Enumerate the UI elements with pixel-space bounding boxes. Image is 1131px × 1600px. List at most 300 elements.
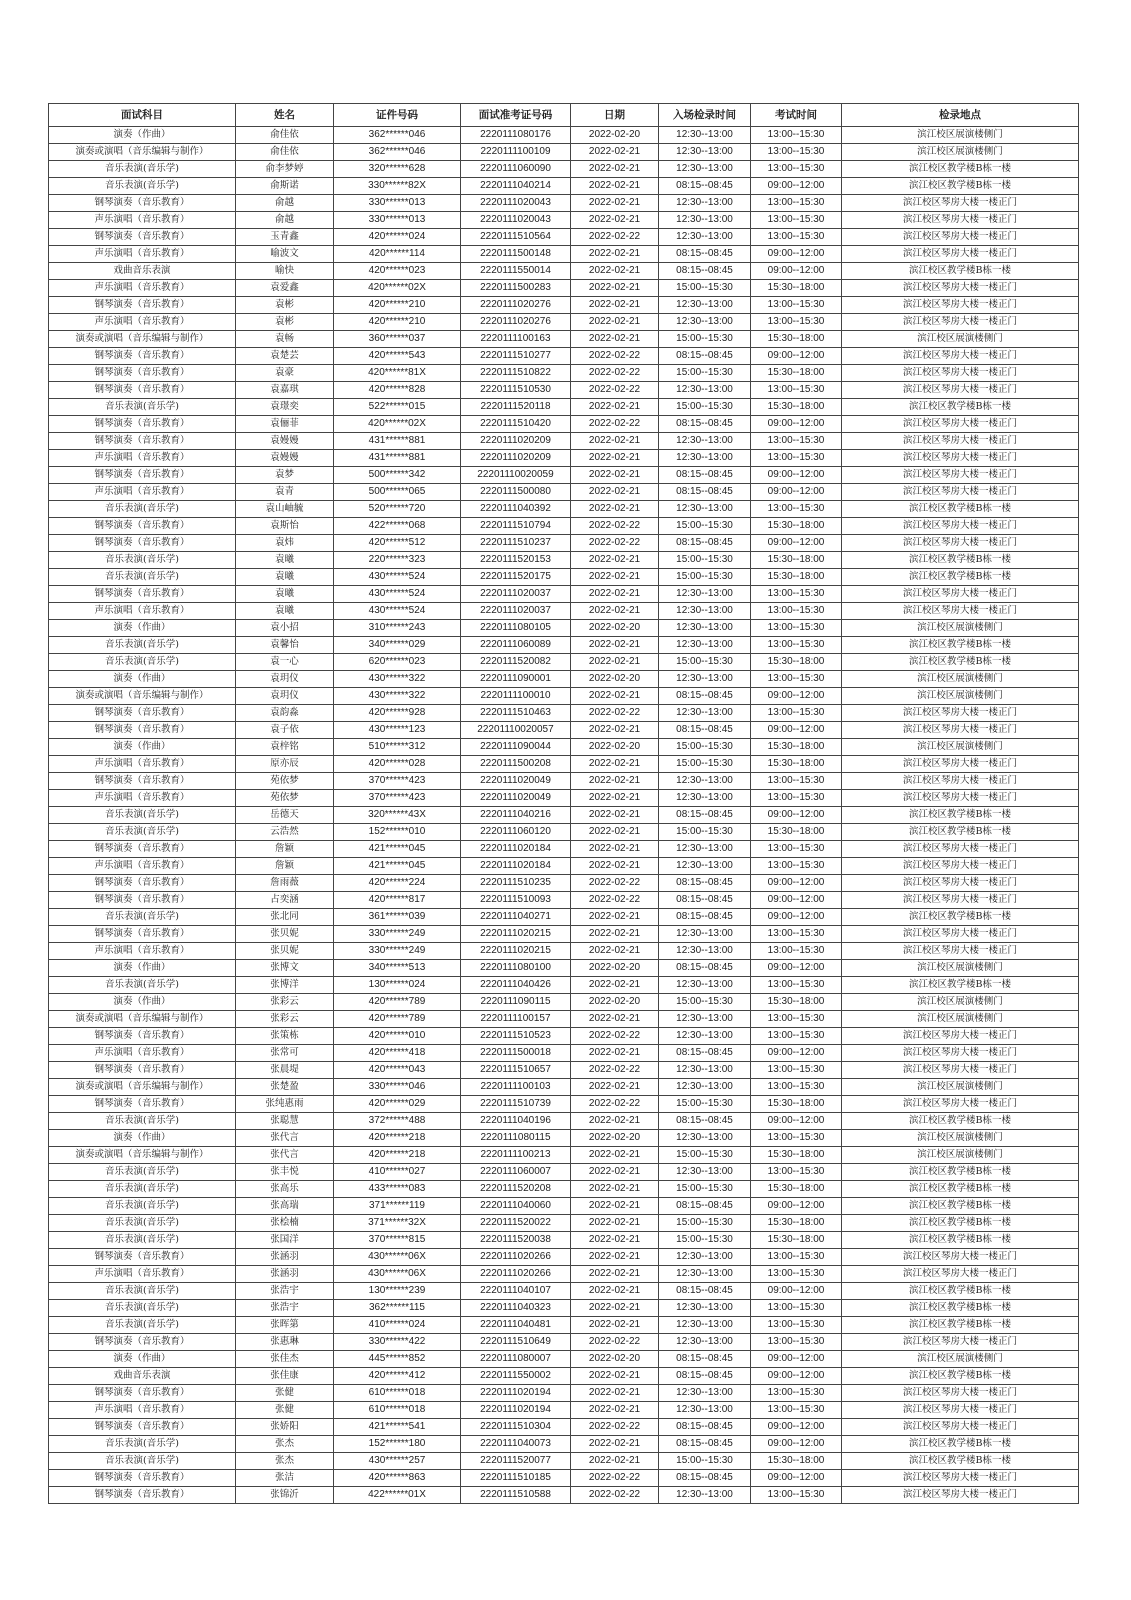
- cell-exam-time: 15:30--18:00: [751, 1453, 842, 1470]
- cell-date: 2022-02-22: [571, 1470, 659, 1487]
- cell-exam-time: 13:00--15:30: [751, 127, 842, 144]
- table-row: [49, 722, 1079, 739]
- cell-checkin-time: 15:00--15:30: [659, 824, 751, 841]
- cell-id-number: 420******224: [334, 875, 461, 892]
- cell-name: 袁梓铭: [236, 739, 334, 756]
- cell-exam-time: 15:30--18:00: [751, 824, 842, 841]
- cell-id-number: 445******852: [334, 1351, 461, 1368]
- cell-exam-time: 15:30--18:00: [751, 365, 842, 382]
- table-row: [49, 841, 1079, 858]
- cell-date: 2022-02-21: [571, 569, 659, 586]
- cell-checkin-time: 12:30--13:00: [659, 977, 751, 994]
- cell-name: 袁嘉琪: [236, 382, 334, 399]
- cell-name: 张杰: [236, 1436, 334, 1453]
- cell-checkin-location: 滨江校区教学楼B栋一楼: [842, 263, 1079, 280]
- cell-checkin-time: 15:00--15:30: [659, 654, 751, 671]
- cell-id-number: 130******239: [334, 1283, 461, 1300]
- cell-checkin-time: 08:15--08:45: [659, 263, 751, 280]
- cell-id-number: 361******039: [334, 909, 461, 926]
- cell-id-number: 433******083: [334, 1181, 461, 1198]
- cell-exam-time: 13:00--15:30: [751, 620, 842, 637]
- cell-admission-number: 2220111080105: [461, 620, 571, 637]
- cell-admission-number: 2220111040060: [461, 1198, 571, 1215]
- cell-date: 2022-02-21: [571, 1147, 659, 1164]
- cell-date: 2022-02-21: [571, 1300, 659, 1317]
- cell-subject: 演奏（作曲）: [49, 620, 236, 637]
- header-date: 日期: [571, 104, 659, 127]
- table-row: [49, 399, 1079, 416]
- cell-id-number: 420******043: [334, 1062, 461, 1079]
- cell-date: 2022-02-21: [571, 756, 659, 773]
- cell-name: 张晖第: [236, 1317, 334, 1334]
- cell-checkin-time: 15:00--15:30: [659, 1215, 751, 1232]
- cell-admission-number: 2220111040271: [461, 909, 571, 926]
- table-row: [49, 1283, 1079, 1300]
- table-row: [49, 433, 1079, 450]
- table-row: [49, 484, 1079, 501]
- cell-name: 占奕涵: [236, 892, 334, 909]
- cell-subject: 钢琴演奏（音乐教育）: [49, 705, 236, 722]
- table-row: [49, 1181, 1079, 1198]
- table-row: [49, 1232, 1079, 1249]
- cell-id-number: 340******513: [334, 960, 461, 977]
- table-row: [49, 756, 1079, 773]
- cell-exam-time: 09:00--12:00: [751, 263, 842, 280]
- cell-checkin-time: 08:15--08:45: [659, 1419, 751, 1436]
- table-row: [49, 858, 1079, 875]
- cell-exam-time: 13:00--15:30: [751, 297, 842, 314]
- cell-admission-number: 2220111500018: [461, 1045, 571, 1062]
- cell-checkin-location: 滨江校区教学楼B栋一楼: [842, 1283, 1079, 1300]
- cell-exam-time: 13:00--15:30: [751, 1334, 842, 1351]
- cell-subject: 钢琴演奏（音乐教育）: [49, 1470, 236, 1487]
- cell-name: 袁彬: [236, 297, 334, 314]
- cell-subject: 声乐演唱（音乐教育）: [49, 246, 236, 263]
- cell-date: 2022-02-21: [571, 212, 659, 229]
- cell-checkin-location: 滨江校区琴房大楼一楼正门: [842, 926, 1079, 943]
- cell-admission-number: 2220111040481: [461, 1317, 571, 1334]
- cell-subject: 音乐表演(音乐学): [49, 1436, 236, 1453]
- cell-id-number: 420******81X: [334, 365, 461, 382]
- cell-date: 2022-02-21: [571, 688, 659, 705]
- cell-admission-number: 2220111520208: [461, 1181, 571, 1198]
- cell-checkin-location: 滨江校区琴房大楼一楼正门: [842, 246, 1079, 263]
- cell-subject: 声乐演唱（音乐教育）: [49, 790, 236, 807]
- cell-exam-time: 09:00--12:00: [751, 467, 842, 484]
- cell-checkin-location: 滨江校区展演楼侧门: [842, 331, 1079, 348]
- table-row: [49, 586, 1079, 603]
- cell-name: 张策栋: [236, 1028, 334, 1045]
- cell-exam-time: 13:00--15:30: [751, 433, 842, 450]
- cell-name: 袁曦: [236, 552, 334, 569]
- cell-subject: 声乐演唱（音乐教育）: [49, 1402, 236, 1419]
- cell-exam-time: 09:00--12:00: [751, 1470, 842, 1487]
- cell-subject: 音乐表演(音乐学): [49, 399, 236, 416]
- cell-checkin-time: 15:00--15:30: [659, 1096, 751, 1113]
- cell-admission-number: 2220111510093: [461, 892, 571, 909]
- cell-checkin-time: 12:30--13:00: [659, 450, 751, 467]
- cell-admission-number: 2220111510530: [461, 382, 571, 399]
- cell-date: 2022-02-21: [571, 467, 659, 484]
- cell-id-number: 152******180: [334, 1436, 461, 1453]
- cell-admission-number: 2220111080007: [461, 1351, 571, 1368]
- cell-subject: 钢琴演奏（音乐教育）: [49, 1249, 236, 1266]
- cell-exam-time: 13:00--15:30: [751, 1385, 842, 1402]
- table-row: [49, 1147, 1079, 1164]
- cell-date: 2022-02-20: [571, 127, 659, 144]
- cell-date: 2022-02-21: [571, 1266, 659, 1283]
- cell-exam-time: 13:00--15:30: [751, 161, 842, 178]
- cell-date: 2022-02-21: [571, 603, 659, 620]
- table-row: [49, 994, 1079, 1011]
- cell-name: 喻快: [236, 263, 334, 280]
- cell-subject: 钢琴演奏（音乐教育）: [49, 875, 236, 892]
- cell-subject: 钢琴演奏（音乐教育）: [49, 722, 236, 739]
- cell-id-number: 420******828: [334, 382, 461, 399]
- cell-admission-number: 2220111510657: [461, 1062, 571, 1079]
- cell-id-number: 420******817: [334, 892, 461, 909]
- table-row: [49, 297, 1079, 314]
- cell-checkin-location: 滨江校区琴房大楼一楼正门: [842, 348, 1079, 365]
- cell-subject: 声乐演唱（音乐教育）: [49, 858, 236, 875]
- cell-id-number: 430******257: [334, 1453, 461, 1470]
- cell-exam-time: 09:00--12:00: [751, 909, 842, 926]
- cell-checkin-location: 滨江校区展演楼侧门: [842, 1011, 1079, 1028]
- cell-exam-time: 09:00--12:00: [751, 246, 842, 263]
- cell-subject: 声乐演唱（音乐教育）: [49, 943, 236, 960]
- cell-date: 2022-02-22: [571, 1334, 659, 1351]
- cell-checkin-time: 08:15--08:45: [659, 535, 751, 552]
- cell-checkin-location: 滨江校区展演楼侧门: [842, 994, 1079, 1011]
- cell-admission-number: 2220111020209: [461, 433, 571, 450]
- cell-date: 2022-02-21: [571, 1283, 659, 1300]
- cell-id-number: 152******010: [334, 824, 461, 841]
- cell-checkin-time: 15:00--15:30: [659, 331, 751, 348]
- cell-checkin-time: 12:30--13:00: [659, 943, 751, 960]
- cell-checkin-time: 15:00--15:30: [659, 739, 751, 756]
- cell-name: 张健: [236, 1402, 334, 1419]
- cell-exam-time: 09:00--12:00: [751, 416, 842, 433]
- cell-date: 2022-02-22: [571, 1028, 659, 1045]
- cell-admission-number: 2220111020049: [461, 790, 571, 807]
- cell-name: 俞越: [236, 212, 334, 229]
- cell-subject: 钢琴演奏（音乐教育）: [49, 535, 236, 552]
- cell-date: 2022-02-22: [571, 365, 659, 382]
- cell-date: 2022-02-21: [571, 807, 659, 824]
- cell-checkin-time: 12:30--13:00: [659, 195, 751, 212]
- cell-name: 袁璟奕: [236, 399, 334, 416]
- cell-exam-time: 13:00--15:30: [751, 705, 842, 722]
- cell-name: 张佳康: [236, 1368, 334, 1385]
- cell-id-number: 330******422: [334, 1334, 461, 1351]
- cell-checkin-time: 12:30--13:00: [659, 1249, 751, 1266]
- cell-name: 袁俪菲: [236, 416, 334, 433]
- cell-subject: 音乐表演(音乐学): [49, 569, 236, 586]
- cell-date: 2022-02-22: [571, 1062, 659, 1079]
- table-header-row: [49, 104, 1079, 127]
- cell-name: 袁子依: [236, 722, 334, 739]
- cell-admission-number: 2220111550014: [461, 263, 571, 280]
- cell-name: 袁小招: [236, 620, 334, 637]
- cell-admission-number: 2220111020184: [461, 858, 571, 875]
- cell-name: 张浩宇: [236, 1300, 334, 1317]
- table-row: [49, 1198, 1079, 1215]
- cell-exam-time: 13:00--15:30: [751, 1130, 842, 1147]
- cell-name: 袁玥仪: [236, 688, 334, 705]
- cell-checkin-time: 12:30--13:00: [659, 671, 751, 688]
- cell-date: 2022-02-21: [571, 552, 659, 569]
- cell-checkin-location: 滨江校区琴房大楼一楼正门: [842, 365, 1079, 382]
- cell-admission-number: 2220111510463: [461, 705, 571, 722]
- cell-subject: 钢琴演奏（音乐教育）: [49, 1334, 236, 1351]
- cell-admission-number: 2220111020037: [461, 586, 571, 603]
- cell-name: 詹颖: [236, 841, 334, 858]
- cell-exam-time: 15:30--18:00: [751, 399, 842, 416]
- cell-checkin-time: 15:00--15:30: [659, 518, 751, 535]
- cell-exam-time: 13:00--15:30: [751, 314, 842, 331]
- cell-date: 2022-02-21: [571, 399, 659, 416]
- cell-date: 2022-02-20: [571, 1351, 659, 1368]
- cell-checkin-location: 滨江校区教学楼B栋一楼: [842, 1232, 1079, 1249]
- cell-checkin-time: 08:15--08:45: [659, 909, 751, 926]
- cell-checkin-location: 滨江校区琴房大楼一楼正门: [842, 416, 1079, 433]
- cell-id-number: 430******123: [334, 722, 461, 739]
- cell-date: 2022-02-21: [571, 1079, 659, 1096]
- cell-subject: 音乐表演(音乐学): [49, 977, 236, 994]
- cell-exam-time: 13:00--15:30: [751, 1028, 842, 1045]
- cell-date: 2022-02-22: [571, 1096, 659, 1113]
- table-row: [49, 263, 1079, 280]
- cell-checkin-time: 08:15--08:45: [659, 875, 751, 892]
- cell-subject: 钢琴演奏（音乐教育）: [49, 841, 236, 858]
- cell-name: 袁斯怡: [236, 518, 334, 535]
- cell-checkin-location: 滨江校区琴房大楼一楼正门: [842, 1028, 1079, 1045]
- cell-checkin-location: 滨江校区教学楼B栋一楼: [842, 1436, 1079, 1453]
- cell-subject: 钢琴演奏（音乐教育）: [49, 586, 236, 603]
- cell-checkin-time: 15:00--15:30: [659, 552, 751, 569]
- cell-checkin-time: 08:15--08:45: [659, 722, 751, 739]
- table-row: [49, 773, 1079, 790]
- cell-subject: 音乐表演(音乐学): [49, 1164, 236, 1181]
- cell-checkin-location: 滨江校区教学楼B栋一楼: [842, 1198, 1079, 1215]
- cell-exam-time: 15:30--18:00: [751, 1181, 842, 1198]
- table-row: [49, 960, 1079, 977]
- cell-admission-number: 2220111020215: [461, 926, 571, 943]
- cell-id-number: 410******027: [334, 1164, 461, 1181]
- table-row: [49, 552, 1079, 569]
- cell-checkin-time: 15:00--15:30: [659, 280, 751, 297]
- cell-checkin-time: 12:30--13:00: [659, 620, 751, 637]
- cell-subject: 音乐表演(音乐学): [49, 501, 236, 518]
- cell-name: 张桧楠: [236, 1215, 334, 1232]
- cell-checkin-location: 滨江校区琴房大楼一楼正门: [842, 858, 1079, 875]
- cell-checkin-time: 12:30--13:00: [659, 433, 751, 450]
- cell-date: 2022-02-21: [571, 484, 659, 501]
- cell-exam-time: 09:00--12:00: [751, 1419, 842, 1436]
- table-row: [49, 1487, 1079, 1504]
- cell-name: 张浩宇: [236, 1283, 334, 1300]
- cell-date: 2022-02-22: [571, 229, 659, 246]
- cell-id-number: 330******013: [334, 212, 461, 229]
- table-row: [49, 739, 1079, 756]
- cell-date: 2022-02-21: [571, 1198, 659, 1215]
- cell-exam-time: 09:00--12:00: [751, 892, 842, 909]
- cell-id-number: 420******928: [334, 705, 461, 722]
- table-row: [49, 1215, 1079, 1232]
- cell-id-number: 420******218: [334, 1130, 461, 1147]
- table-row: [49, 654, 1079, 671]
- cell-admission-number: 2220111510588: [461, 1487, 571, 1504]
- cell-checkin-time: 15:00--15:30: [659, 1147, 751, 1164]
- cell-exam-time: 09:00--12:00: [751, 1283, 842, 1300]
- table-row: [49, 416, 1079, 433]
- cell-id-number: 520******720: [334, 501, 461, 518]
- cell-subject: 演奏（作曲）: [49, 1351, 236, 1368]
- cell-subject: 钢琴演奏（音乐教育）: [49, 467, 236, 484]
- cell-name: 张国洋: [236, 1232, 334, 1249]
- cell-exam-time: 13:00--15:30: [751, 977, 842, 994]
- table-row: [49, 1164, 1079, 1181]
- cell-id-number: 330******82X: [334, 178, 461, 195]
- cell-name: 张娇阳: [236, 1419, 334, 1436]
- cell-date: 2022-02-21: [571, 1164, 659, 1181]
- cell-id-number: 340******029: [334, 637, 461, 654]
- cell-name: 苑依梦: [236, 790, 334, 807]
- cell-id-number: 330******013: [334, 195, 461, 212]
- cell-date: 2022-02-22: [571, 416, 659, 433]
- cell-subject: 钢琴演奏（音乐教育）: [49, 297, 236, 314]
- cell-subject: 音乐表演(音乐学): [49, 1453, 236, 1470]
- cell-admission-number: 2220111060007: [461, 1164, 571, 1181]
- cell-subject: 戏曲音乐表演: [49, 263, 236, 280]
- cell-admission-number: 2220111020037: [461, 603, 571, 620]
- cell-subject: 钢琴演奏（音乐教育）: [49, 416, 236, 433]
- cell-subject: 演奏（作曲）: [49, 994, 236, 1011]
- cell-name: 张代言: [236, 1130, 334, 1147]
- cell-name: 张纯惠雨: [236, 1096, 334, 1113]
- cell-subject: 钢琴演奏（音乐教育）: [49, 229, 236, 246]
- cell-date: 2022-02-21: [571, 1181, 659, 1198]
- cell-checkin-time: 08:15--08:45: [659, 1283, 751, 1300]
- cell-checkin-location: 滨江校区教学楼B栋一楼: [842, 909, 1079, 926]
- cell-date: 2022-02-21: [571, 858, 659, 875]
- table-row: [49, 977, 1079, 994]
- cell-admission-number: 2220111510564: [461, 229, 571, 246]
- cell-exam-time: 09:00--12:00: [751, 484, 842, 501]
- table-row: [49, 671, 1079, 688]
- cell-date: 2022-02-21: [571, 501, 659, 518]
- cell-id-number: 362******046: [334, 127, 461, 144]
- table-row: [49, 1436, 1079, 1453]
- cell-checkin-time: 15:00--15:30: [659, 1453, 751, 1470]
- table-row: [49, 569, 1079, 586]
- cell-name: 俞斯诺: [236, 178, 334, 195]
- cell-checkin-location: 滨江校区琴房大楼一楼正门: [842, 314, 1079, 331]
- cell-date: 2022-02-21: [571, 161, 659, 178]
- table-row: [49, 1011, 1079, 1028]
- header-exam-time: 考试时间: [751, 104, 842, 127]
- cell-id-number: 420******023: [334, 263, 461, 280]
- cell-checkin-location: 滨江校区琴房大楼一楼正门: [842, 1470, 1079, 1487]
- cell-checkin-location: 滨江校区展演楼侧门: [842, 1130, 1079, 1147]
- cell-checkin-time: 15:00--15:30: [659, 365, 751, 382]
- cell-checkin-time: 08:15--08:45: [659, 1436, 751, 1453]
- cell-name: 俞越: [236, 195, 334, 212]
- table-row: [49, 212, 1079, 229]
- cell-checkin-time: 08:15--08:45: [659, 960, 751, 977]
- cell-subject: 钢琴演奏（音乐教育）: [49, 1487, 236, 1504]
- cell-admission-number: 2220111020209: [461, 450, 571, 467]
- cell-checkin-time: 12:30--13:00: [659, 212, 751, 229]
- cell-checkin-location: 滨江校区琴房大楼一楼正门: [842, 382, 1079, 399]
- cell-subject: 音乐表演(音乐学): [49, 552, 236, 569]
- cell-subject: 声乐演唱（音乐教育）: [49, 314, 236, 331]
- cell-exam-time: 09:00--12:00: [751, 1351, 842, 1368]
- cell-date: 2022-02-21: [571, 824, 659, 841]
- cell-id-number: 420******543: [334, 348, 461, 365]
- cell-checkin-time: 08:15--08:45: [659, 1198, 751, 1215]
- cell-admission-number: 2220111080100: [461, 960, 571, 977]
- header-checkin-location: 检录地点: [842, 104, 1079, 127]
- cell-exam-time: 09:00--12:00: [751, 1198, 842, 1215]
- cell-subject: 音乐表演(音乐学): [49, 161, 236, 178]
- cell-date: 2022-02-21: [571, 246, 659, 263]
- cell-checkin-time: 08:15--08:45: [659, 467, 751, 484]
- cell-checkin-location: 滨江校区琴房大楼一楼正门: [842, 1402, 1079, 1419]
- cell-admission-number: 2220111090115: [461, 994, 571, 1011]
- cell-id-number: 130******024: [334, 977, 461, 994]
- cell-checkin-location: 滨江校区教学楼B栋一楼: [842, 178, 1079, 195]
- table-row: [49, 790, 1079, 807]
- cell-name: 袁楚芸: [236, 348, 334, 365]
- cell-exam-time: 13:00--15:30: [751, 858, 842, 875]
- cell-name: 袁豪: [236, 365, 334, 382]
- cell-subject: 音乐表演(音乐学): [49, 1215, 236, 1232]
- cell-subject: 钢琴演奏（音乐教育）: [49, 1028, 236, 1045]
- cell-subject: 声乐演唱（音乐教育）: [49, 756, 236, 773]
- cell-exam-time: 15:30--18:00: [751, 552, 842, 569]
- cell-id-number: 370******423: [334, 790, 461, 807]
- table-row: [49, 705, 1079, 722]
- cell-admission-number: 2220111510822: [461, 365, 571, 382]
- cell-exam-time: 13:00--15:30: [751, 943, 842, 960]
- cell-admission-number: 2220111510523: [461, 1028, 571, 1045]
- cell-subject: 演奏或演唱（音乐编辑与制作）: [49, 331, 236, 348]
- cell-id-number: 310******243: [334, 620, 461, 637]
- cell-checkin-time: 12:30--13:00: [659, 144, 751, 161]
- cell-checkin-time: 15:00--15:30: [659, 569, 751, 586]
- cell-date: 2022-02-21: [571, 1453, 659, 1470]
- cell-subject: 钢琴演奏（音乐教育）: [49, 1062, 236, 1079]
- cell-checkin-location: 滨江校区琴房大楼一楼正门: [842, 518, 1079, 535]
- cell-exam-time: 09:00--12:00: [751, 875, 842, 892]
- cell-checkin-location: 滨江校区琴房大楼一楼正门: [842, 229, 1079, 246]
- cell-checkin-time: 15:00--15:30: [659, 1181, 751, 1198]
- cell-checkin-time: 12:30--13:00: [659, 501, 751, 518]
- cell-checkin-time: 08:15--08:45: [659, 1368, 751, 1385]
- cell-name: 俞佳依: [236, 144, 334, 161]
- cell-exam-time: 09:00--12:00: [751, 1113, 842, 1130]
- cell-name: 张佳杰: [236, 1351, 334, 1368]
- cell-name: 张高瑞: [236, 1198, 334, 1215]
- table-row: [49, 518, 1079, 535]
- cell-admission-number: 2220111020266: [461, 1266, 571, 1283]
- cell-exam-time: 13:00--15:30: [751, 1249, 842, 1266]
- cell-exam-time: 15:30--18:00: [751, 1096, 842, 1113]
- table-row: [49, 365, 1079, 382]
- cell-name: 张代言: [236, 1147, 334, 1164]
- cell-subject: 演奏或演唱（音乐编辑与制作）: [49, 688, 236, 705]
